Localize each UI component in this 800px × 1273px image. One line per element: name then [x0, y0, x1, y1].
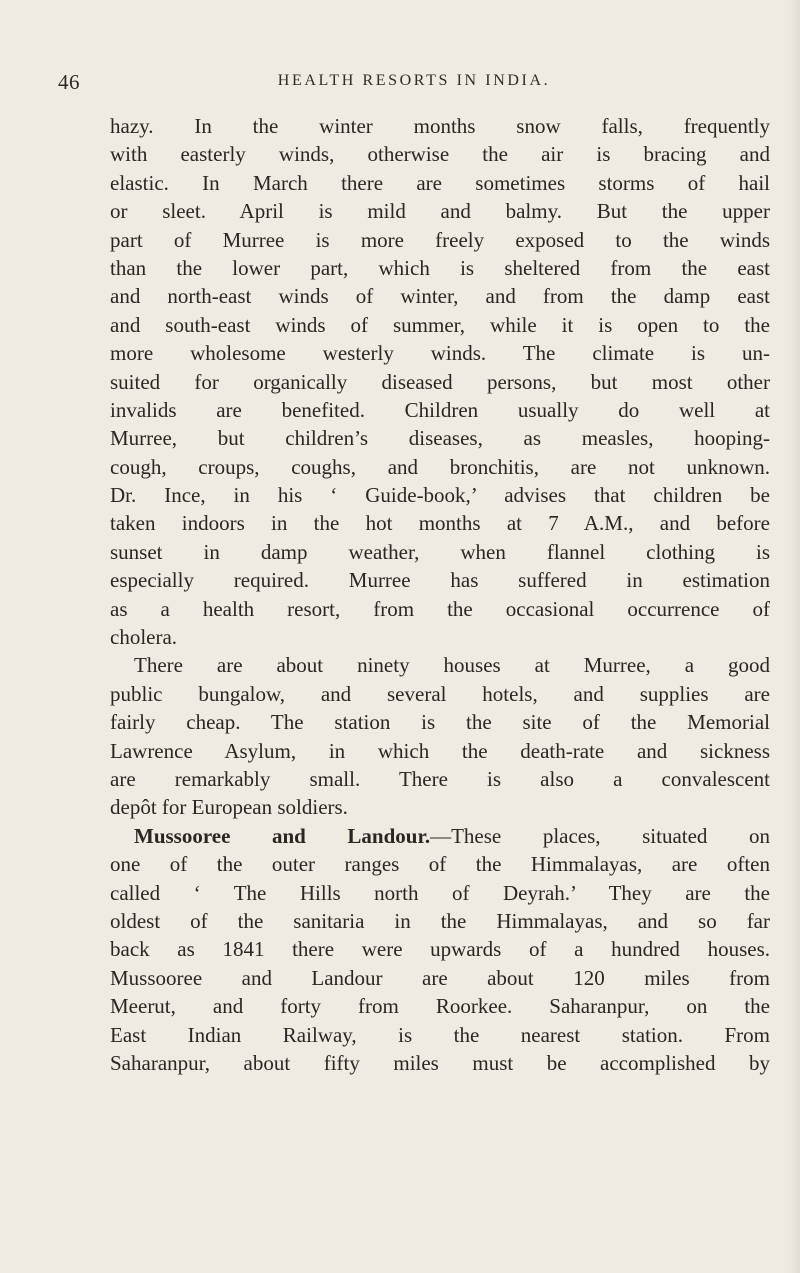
page-header: [58, 70, 770, 100]
text-line: depôt for European soldiers.: [110, 795, 348, 820]
text-line: cholera.: [110, 625, 178, 650]
heading-line-text: These places, situated on: [451, 823, 770, 848]
text-line: invalids are benefited. Children usually do well at: [110, 397, 770, 422]
page-edge-shadow: [786, 0, 800, 1273]
text-line: back as 1841 there were upwards of a hundred houses.: [110, 937, 770, 962]
text-line: Mussooree and Landour are about 120 miles from: [110, 965, 770, 990]
text-line: East Indian Railway, is the nearest station. From: [110, 1022, 770, 1047]
text-line: There are about ninety houses at Murree, a good: [134, 653, 770, 678]
text-line: fairly cheap. The station is the site of the Memorial: [110, 710, 770, 735]
text-line: public bungalow, and several hotels, and supplies are: [110, 681, 770, 706]
text-line: oldest of the sanitaria in the Himmalayas, and so far: [110, 908, 770, 933]
text-line: Dr. Ince, in his ‘ Guide-book,’ advises that children be: [110, 483, 770, 508]
text-line: and north-east winds of winter, and from the damp east: [110, 284, 770, 309]
text-line: especially required. Murree has suffered in estimation: [110, 568, 770, 593]
body-text: [110, 112, 770, 1077]
text-line: or sleet. April is mild and balmy. But the upper: [110, 199, 770, 224]
text-line: one of the outer ranges of the Himmalayas, are often: [110, 852, 770, 877]
text-line: Meerut, and forty from Roorkee. Saharanpur, on the: [110, 994, 770, 1019]
running-head: HEALTH RESORTS IN INDIA.: [277, 72, 551, 89]
text-line: and south-east winds of summer, while it is open to the: [110, 312, 770, 337]
page-number: 46: [58, 70, 80, 94]
text-line: with easterly winds, otherwise the air is bracing and: [110, 142, 770, 167]
text-line: hazy. In the winter months snow falls, frequently: [110, 114, 770, 138]
text-line: taken indoors in the hot months at 7 A.M., and before: [110, 511, 770, 536]
text-line: are remarkably small. There is also a convalescent: [110, 766, 770, 791]
text-line: sunset in damp weather, when flannel clothing is: [110, 539, 770, 564]
section-heading: Mussooree and Landour.: [134, 823, 431, 848]
text-line: Murree, but children’s diseases, as measles, hooping-: [110, 426, 770, 451]
text-line: as a health resort, from the occasional occurrence of: [110, 596, 770, 621]
em-dash: —: [430, 823, 452, 848]
text-line: suited for organically diseased persons, but most other: [110, 369, 770, 394]
text-line: Saharanpur, about fifty miles must be accomplished by: [110, 1050, 770, 1075]
text-line: cough, croups, coughs, and bronchitis, are not unknown.: [110, 454, 770, 479]
text-line: more wholesome westerly winds. The climate is un-: [110, 341, 770, 366]
text-line: called ‘ The Hills north of Deyrah.’ They are the: [110, 880, 770, 905]
text-line: Lawrence Asylum, in which the death-rate and sickness: [110, 738, 770, 763]
text-line: part of Murree is more freely exposed to the winds: [110, 227, 770, 252]
section-heading-line: [110, 822, 770, 850]
text-line: elastic. In March there are sometimes storms of hail: [110, 170, 770, 195]
text-line: than the lower part, which is sheltered from the east: [110, 255, 770, 280]
